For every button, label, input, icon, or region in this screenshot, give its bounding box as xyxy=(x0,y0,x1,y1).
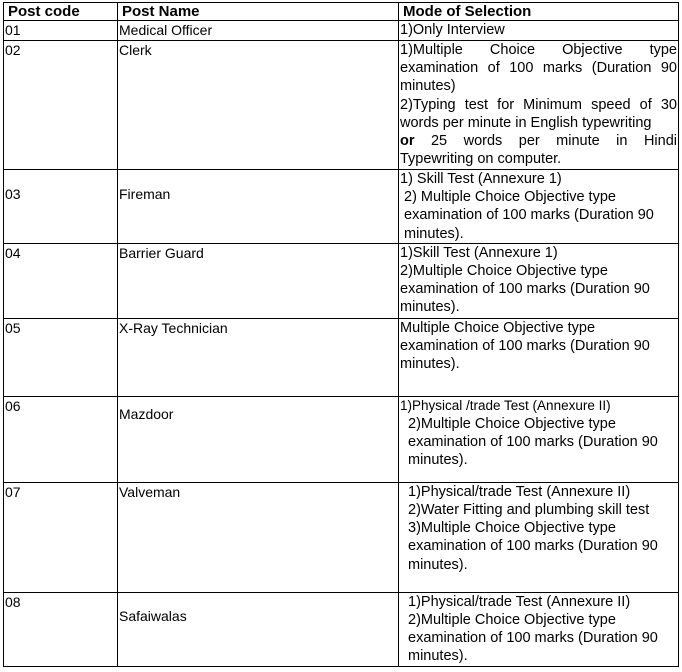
post-code: 06 xyxy=(4,396,118,482)
header-post-code: Post code xyxy=(4,3,118,21)
post-code xyxy=(4,170,118,244)
post-name xyxy=(118,396,399,482)
mode-line: 3)Multiple Choice Objective type examination of 100 marks (Duration 90 minutes). xyxy=(408,520,658,573)
mode-line: 1) Skill Test (Annexure 1) xyxy=(400,171,562,187)
mode-line: 2)Multiple Choice Objective type examination of 100 marks (Duration 90 minutes). xyxy=(400,263,650,316)
post-name-text: Safaiwalas xyxy=(119,607,187,624)
header-row xyxy=(4,3,679,21)
post-name-text: Mazdoor xyxy=(119,405,174,422)
mode-line: 1)Physical/trade Test (Annexure II) xyxy=(408,483,631,500)
mode-line-text: 25 words per minute in Hindi Typewriting on computer. xyxy=(400,133,677,168)
mode-of-selection xyxy=(399,21,679,41)
post-code: 08 xyxy=(4,592,118,666)
mode-of-selection xyxy=(399,482,679,592)
header-post-name: Post Name xyxy=(118,3,399,21)
mode-of-selection xyxy=(399,41,679,170)
mode-of-selection xyxy=(399,243,679,318)
mode-line: 2)Multiple Choice Objective type examination of 100 marks (Duration 90 minutes). xyxy=(408,612,658,665)
mode-line: 2)Multiple Choice Objective type examination of 100 marks (Duration 90 minutes). xyxy=(408,416,658,469)
table-row xyxy=(4,318,679,396)
mode-of-selection xyxy=(399,592,679,666)
mode-line: 1)Physical /trade Test (Annexure II) xyxy=(400,397,611,413)
post-name: Valveman xyxy=(118,482,399,592)
mode-line: Multiple Choice Objective type examination of 100 marks (Duration 90 minutes). xyxy=(400,319,650,373)
table-row xyxy=(4,592,679,666)
post-code: 07 xyxy=(4,482,118,592)
mode-line: 1)Only Interview xyxy=(400,22,505,38)
mode-line: 1)Multiple Choice Objective type examination of 100 marks (Duration 90 minutes) xyxy=(400,42,677,95)
mode-line: 1)Physical/trade Test (Annexure II) xyxy=(408,593,631,610)
table-row xyxy=(4,21,679,41)
post-code-text: 03 xyxy=(5,186,21,202)
table-row xyxy=(4,243,679,318)
post-name: X-Ray Technician xyxy=(118,318,399,396)
mode-line: 2) Multiple Choice Objective type examination of 100 marks (Duration 90 minutes). xyxy=(404,189,654,242)
post-name: Barrier Guard xyxy=(118,243,399,318)
mode-line: 1)Skill Test (Annexure 1) xyxy=(400,244,558,261)
post-code: 02 xyxy=(4,41,118,170)
post-code: 05 xyxy=(4,318,118,396)
selection-table xyxy=(3,2,679,667)
mode-keyword-or: or xyxy=(400,133,415,150)
table-row xyxy=(4,41,679,170)
post-name: Clerk xyxy=(118,41,399,170)
table-row xyxy=(4,482,679,592)
post-code: 01 xyxy=(4,21,118,41)
post-name: Medical Officer xyxy=(118,21,399,41)
mode-of-selection xyxy=(399,396,679,482)
post-code: 04 xyxy=(4,243,118,318)
table-row xyxy=(4,396,679,482)
post-name xyxy=(118,170,399,244)
header-mode-of-selection: Mode of Selection xyxy=(399,3,679,21)
table-row xyxy=(4,170,679,244)
post-name-text: Fireman xyxy=(119,186,171,202)
post-name xyxy=(118,592,399,666)
mode-line xyxy=(400,132,677,168)
mode-of-selection xyxy=(399,318,679,396)
mode-line: 2)Typing test for Minimum speed of 30 words per minute in English typewriting xyxy=(400,96,677,131)
mode-of-selection xyxy=(399,170,679,244)
mode-line: 2)Water Fitting and plumbing skill test xyxy=(408,502,650,519)
